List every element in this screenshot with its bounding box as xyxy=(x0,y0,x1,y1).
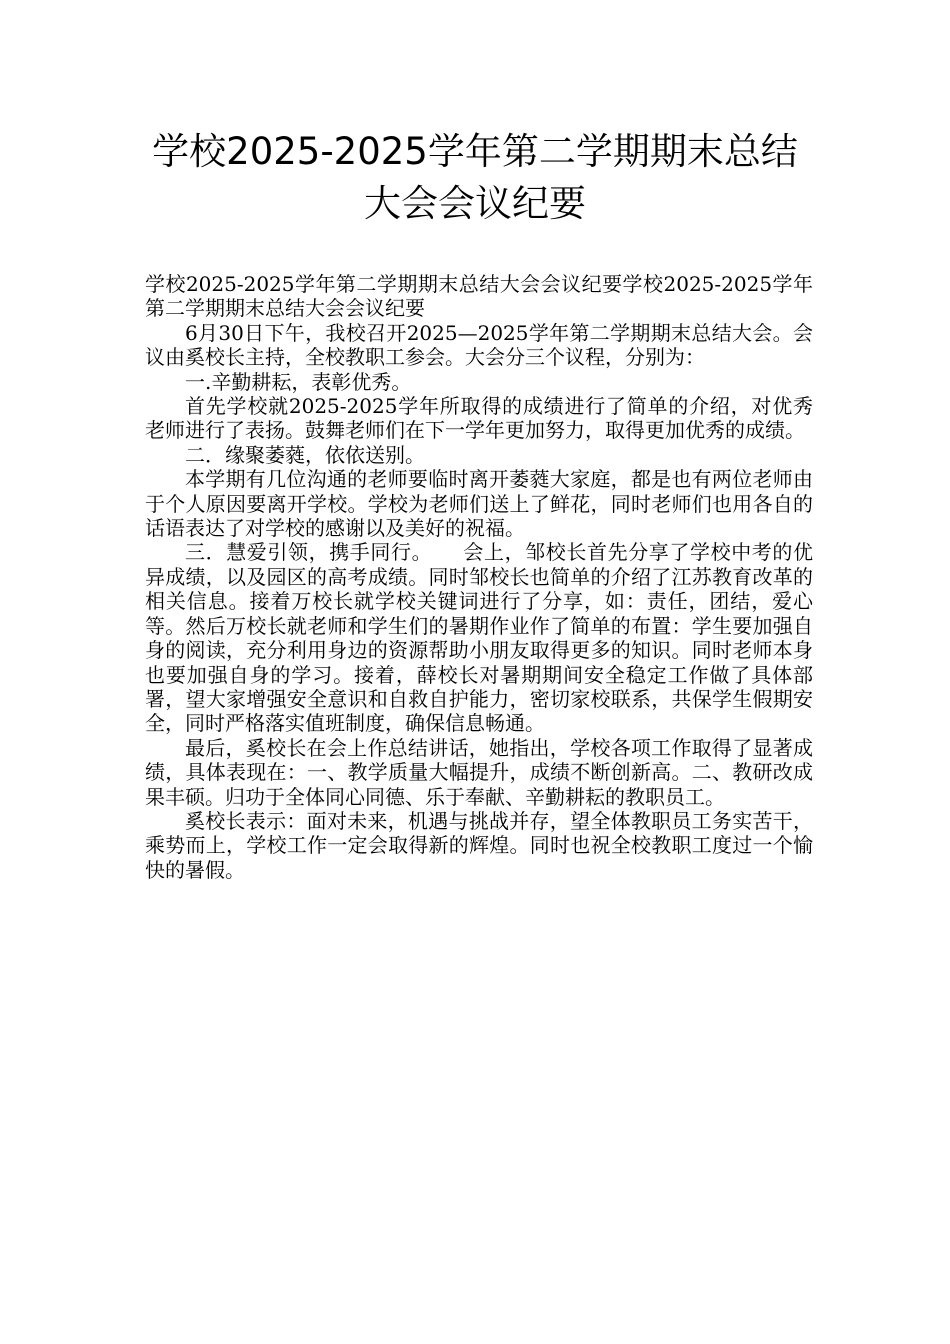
title-line-1: 学校2025-2025学年第二学期期末总结 xyxy=(152,130,798,173)
agenda-heading-1: 一.辛勤耕耘，表彰优秀。 xyxy=(185,369,412,394)
meeting-overview-paragraph: 6月30日下午，我校召开2025—2025学年第二学期期末总结大会。会议由奚校长主持，全校教职工参会。大会分三个议程，分别为： xyxy=(145,320,813,370)
title-line-2: 大会会议纪要 xyxy=(364,182,586,225)
agenda-paragraph-3: 三．慧爱引领，携手同行。 会上，邹校长首先分享了学校中考的优异成绩，以及园区的高考成绩。同时邹校长也简单的介绍了江苏教育改革的相关信息。接着万校长就学校关键词进行了分享，如：责任，团结，爱心等。然后万校长就老师和学生们的暑期作业作了简单的布置：学生要加强自身的阅读，充分利用身边的资源帮助小朋友取得更多的知识。同时老师本身也要加强自身的学习。接着，薛校长对暑期期间安全稳定工作做了具体部署，望大家增强安全意识和自救自护能力，密切家校联系，共保学生假期安全，同时严格落实值班制度，确保信息畅通。 xyxy=(145,540,813,736)
closing-paragraph: 奚校长表示：面对未来，机遇与挑战并存，望全体教职员工务实苦干，乘势而上，学校工作一定会取得新的辉煌。同时也祝全校教职工度过一个愉快的暑假。 xyxy=(145,808,813,882)
intro-paragraph: 学校2025-2025学年第二学期期末总结大会会议纪要学校2025-2025学年第二学期期末总结大会会议纪要 xyxy=(145,272,813,321)
agenda-paragraph-1: 首先学校就2025-2025学年所取得的成绩进行了简单的介绍，对优秀老师进行了表扬。鼓舞老师们在下一学年更加努力，取得更加优秀的成绩。 xyxy=(145,394,813,443)
document-title xyxy=(100,126,850,230)
document-body xyxy=(145,272,813,882)
summary-paragraph: 最后，奚校长在会上作总结讲话，她指出，学校各项工作取得了显著成绩，具体表现在：一、教学质量大幅提升，成绩不断创新高。二、教研改成果丰硕。归功于全体同心同德、乐于奉献、辛勤耕耘的教职员工。 xyxy=(145,735,813,809)
agenda-paragraph-2: 本学期有几位沟通的老师要临时离开萎蕤大家庭，都是也有两位老师由于个人原因要离开学校。学校为老师们送上了鲜花，同时老师们也用各自的话语表达了对学校的感谢以及美好的祝福。 xyxy=(145,467,813,541)
agenda-heading-2: 二．缘聚萎蕤，依依送别。 xyxy=(185,442,425,467)
